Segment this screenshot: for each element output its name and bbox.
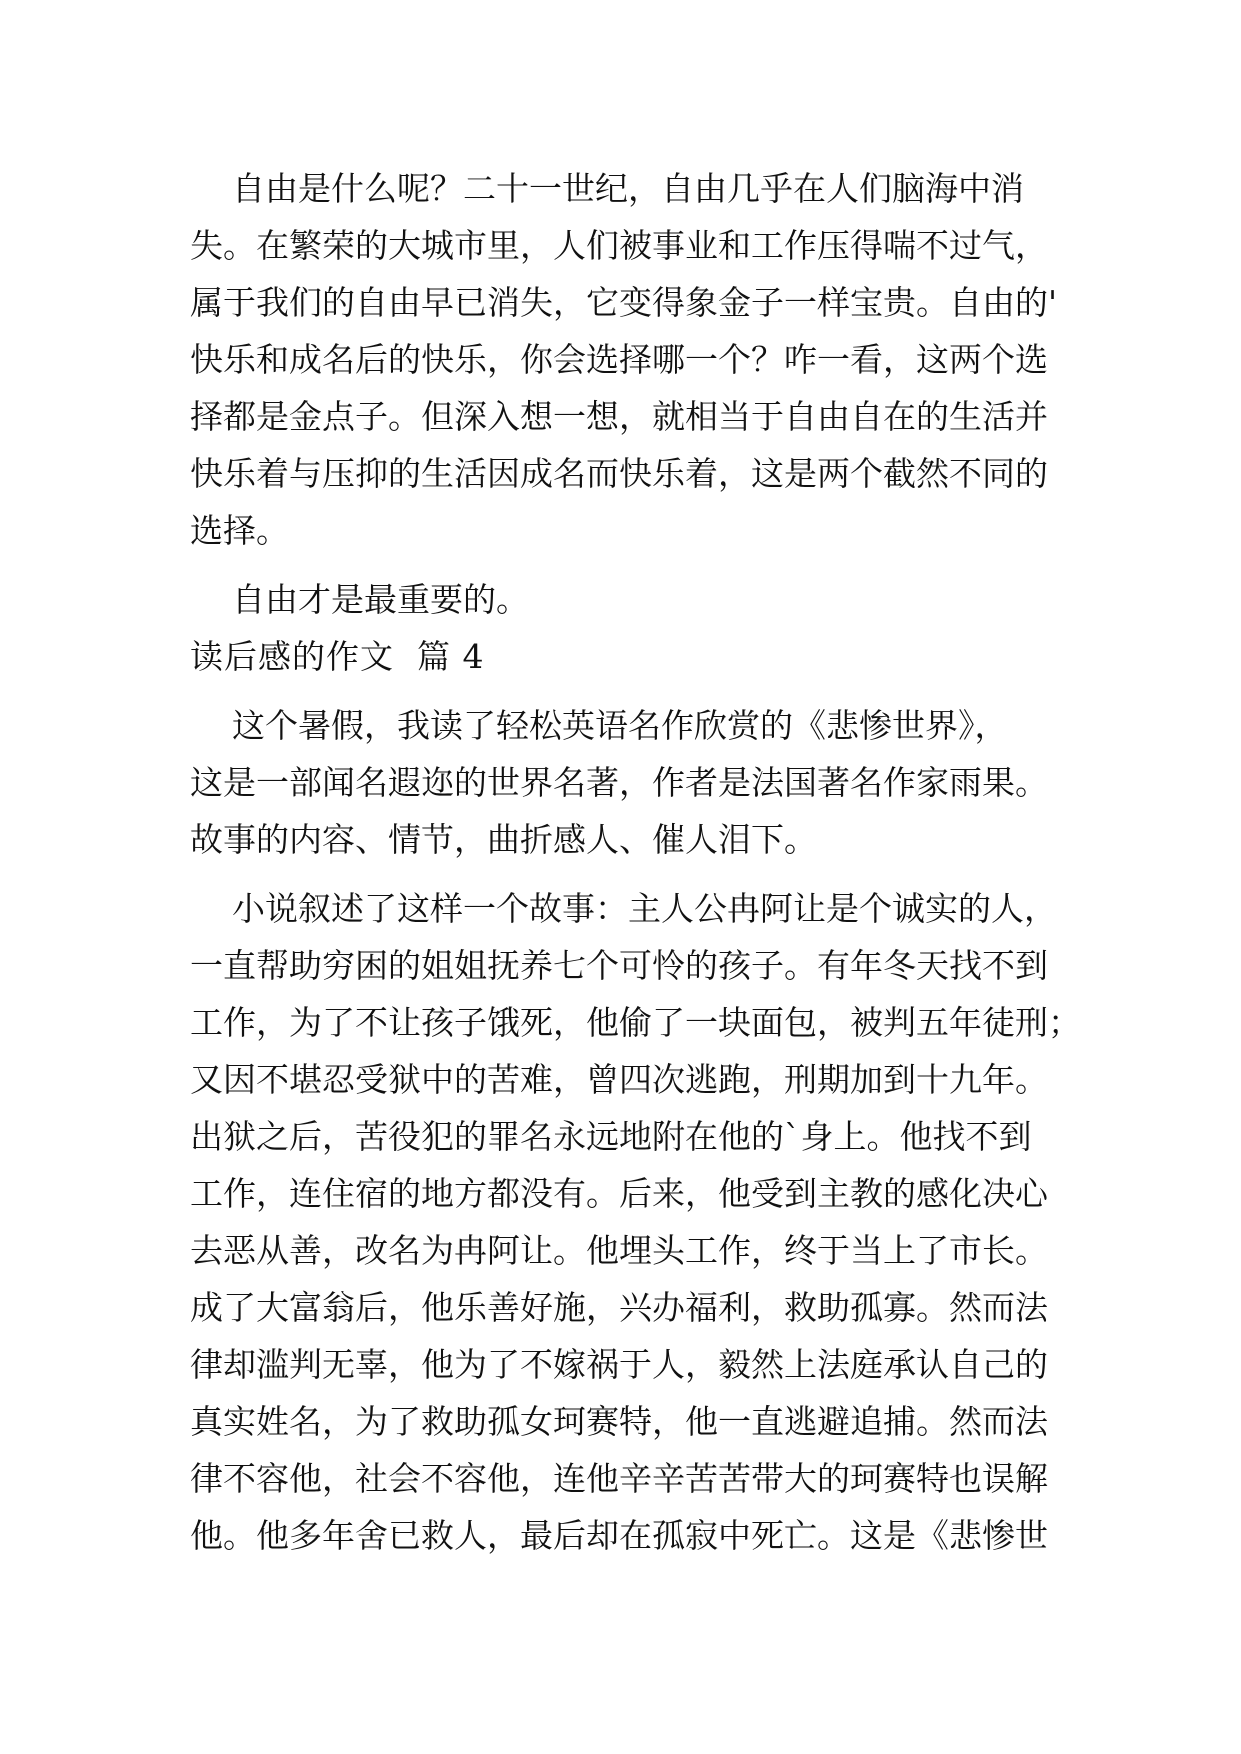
paragraph-line: 自由才是最重要的。 bbox=[190, 580, 529, 619]
paragraph-freedom bbox=[190, 160, 1070, 559]
paragraph-line: 一直帮助穷困的姐姐抚养七个可怜的孩子。有年冬天找不到 bbox=[190, 946, 1048, 985]
document-body bbox=[190, 160, 1081, 1564]
paragraph-line: 成了大富翁后，他乐善好施，兴办福利，救助孤寡。然而法 bbox=[190, 1288, 1048, 1327]
section-heading bbox=[190, 628, 1070, 685]
paragraph-line: 选择。 bbox=[190, 511, 289, 550]
paragraph-line: 真实姓名，为了救助孤女珂赛特，他一直逃避追捕。然而法 bbox=[190, 1402, 1048, 1441]
paragraph-intro bbox=[190, 697, 1070, 868]
paragraph-line: 快乐和成名后的快乐，你会选择哪一个？咋一看，这两个选 bbox=[190, 340, 1048, 379]
paragraph-line: 小说叙述了这样一个故事：主人公冉阿让是个诚实的人， bbox=[190, 889, 1057, 928]
paragraph-line: 工作，连住宿的地方都没有。后来，他受到主教的感化决心 bbox=[190, 1174, 1048, 1213]
paragraph-line: 这个暑假，我读了轻松英语名作欣赏的《悲惨世界》， bbox=[190, 706, 1008, 745]
paragraph-line: 出狱之后，苦役犯的罪名永远地附在他的`身上。他找不到 bbox=[190, 1117, 1032, 1156]
paragraph-line: 工作，为了不让孩子饿死，他偷了一块面包，被判五年徒刑； bbox=[190, 1003, 1081, 1042]
paragraph-line: 律不容他，社会不容他，连他辛辛苦苦带大的珂赛特也误解 bbox=[190, 1459, 1048, 1498]
paragraph-freedom-conclusion bbox=[190, 571, 1070, 628]
paragraph-line: 他。他多年舍已救人，最后却在孤寂中死亡。这是《悲惨世 bbox=[190, 1516, 1048, 1555]
paragraph-line: 失。在繁荣的大城市里，人们被事业和工作压得喘不过气， bbox=[190, 226, 1048, 265]
paragraph-line: 属于我们的自由早已消失，它变得象金子一样宝贵。自由的' bbox=[190, 283, 1058, 322]
paragraph-story bbox=[190, 880, 1081, 1564]
paragraph-line: 又因不堪忍受狱中的苦难，曾四次逃跑，刑期加到十九年。 bbox=[190, 1060, 1048, 1099]
paragraph-line: 这是一部闻名遐迩的世界名著，作者是法国著名作家雨果。 bbox=[190, 763, 1048, 802]
paragraph-line: 自由是什么呢？二十一世纪，自由几乎在人们脑海中消 bbox=[190, 169, 1024, 208]
paragraph-line: 快乐着与压抑的生活因成名而快乐着，这是两个截然不同的 bbox=[190, 454, 1048, 493]
paragraph-line: 去恶从善，改名为冉阿让。他埋头工作，终于当上了市长。 bbox=[190, 1231, 1048, 1270]
section-heading-text: 读后感的作文 篇 4 bbox=[190, 637, 485, 676]
paragraph-line: 择都是金点子。但深入想一想，就相当于自由自在的生活并 bbox=[190, 397, 1048, 436]
paragraph-line: 律却滥判无辜，他为了不嫁祸于人，毅然上法庭承认自己的 bbox=[190, 1345, 1048, 1384]
paragraph-line: 故事的内容、情节，曲折感人、催人泪下。 bbox=[190, 820, 817, 859]
